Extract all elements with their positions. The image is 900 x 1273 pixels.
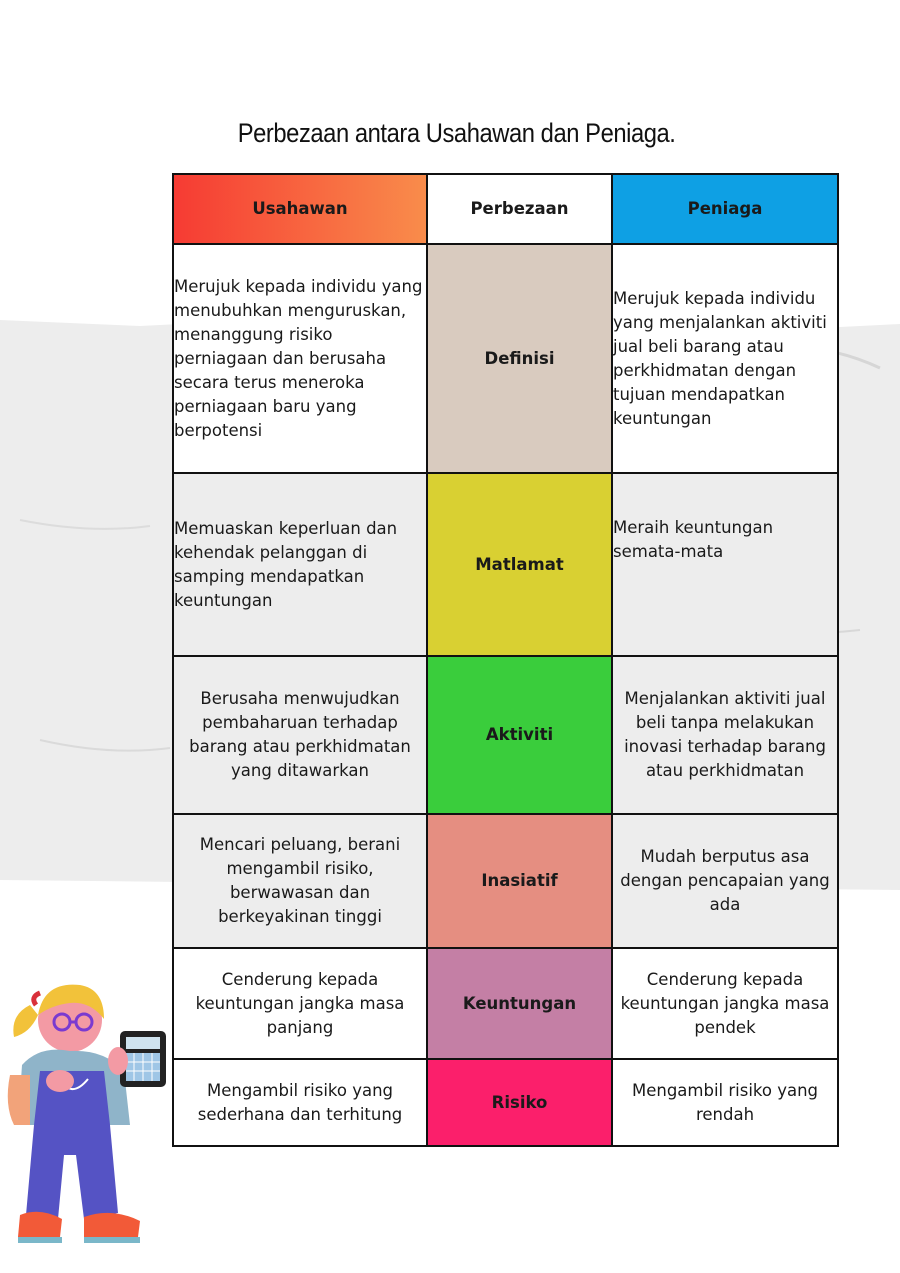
header-peniaga: Peniaga xyxy=(612,174,838,244)
aspect-risiko: Risiko xyxy=(427,1059,612,1146)
aspect-definisi: Definisi xyxy=(427,244,612,473)
usahawan-matlamat: Memuaskan keperluan dan kehendak pelanggan di samping mendapatkan keuntungan xyxy=(173,473,427,656)
aspect-keuntungan: Keuntungan xyxy=(427,948,612,1059)
row-inasiatif xyxy=(173,814,838,948)
row-risiko xyxy=(173,1059,838,1146)
row-aktiviti xyxy=(173,656,838,814)
peniaga-inasiatif: Mudah berputus asa dengan pencapaian yang ada xyxy=(612,814,838,948)
header-usahawan: Usahawan xyxy=(173,174,427,244)
aspect-matlamat: Matlamat xyxy=(427,473,612,656)
girl-with-calculator-illustration xyxy=(0,975,175,1265)
usahawan-aktiviti: Berusaha menwujudkan pembaharuan terhadap barang atau perkhidmatan yang ditawarkan xyxy=(173,656,427,814)
peniaga-risiko: Mengambil risiko yang rendah xyxy=(612,1059,838,1146)
peniaga-keuntungan: Cenderung kepada keuntungan jangka masa pendek xyxy=(612,948,838,1059)
usahawan-risiko: Mengambil risiko yang sederhana dan terhitung xyxy=(173,1059,427,1146)
aspect-inasiatif: Inasiatif xyxy=(427,814,612,948)
usahawan-keuntungan: Cenderung kepada keuntungan jangka masa panjang xyxy=(173,948,427,1059)
header-perbezaan: Perbezaan xyxy=(427,174,612,244)
row-definisi xyxy=(173,244,838,473)
usahawan-inasiatif: Mencari peluang, berani mengambil risiko, berwawasan dan berkeyakinan tinggi xyxy=(173,814,427,948)
page-title: Perbezaan antara Usahawan dan Peniaga. xyxy=(237,118,676,148)
peniaga-matlamat: Meraih keuntungan semata-mata xyxy=(612,473,838,656)
row-matlamat xyxy=(173,473,838,656)
row-keuntungan xyxy=(173,948,838,1059)
header-row xyxy=(173,174,838,244)
comparison-table xyxy=(172,173,839,1147)
aspect-aktiviti: Aktiviti xyxy=(427,656,612,814)
usahawan-definisi: Merujuk kepada individu yang menubuhkan menguruskan, menanggung risiko perniagaan dan berusaha secara terus meneroka perniagaan baru yang berpotensi xyxy=(173,244,427,473)
peniaga-aktiviti: Menjalankan aktiviti jual beli tanpa melakukan inovasi terhadap barang atau perkhidmatan xyxy=(612,656,838,814)
peniaga-definisi: Merujuk kepada individu yang menjalankan aktiviti jual beli barang atau perkhidmatan dengan tujuan mendapatkan keuntungan xyxy=(612,244,838,473)
